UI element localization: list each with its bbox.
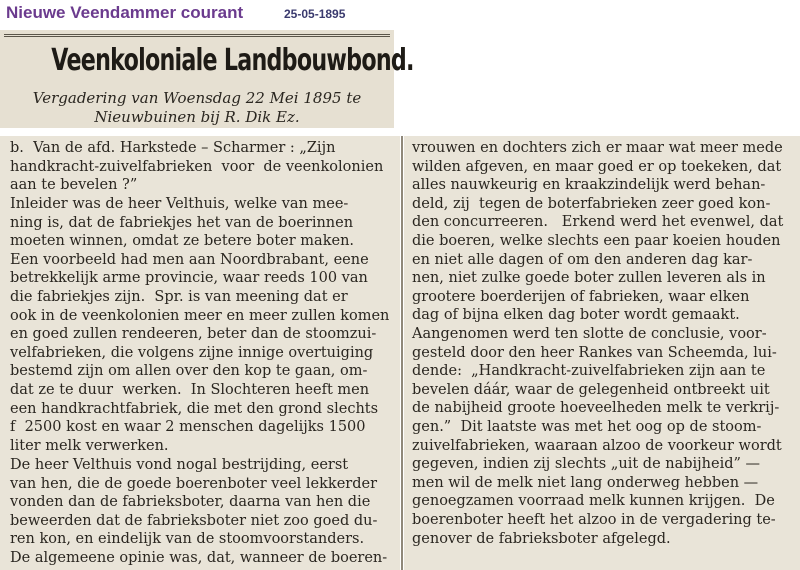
article-subtitle-line1: Vergadering van Woensdag 22 Mei 1895 te <box>32 89 362 107</box>
article-masthead: Veenkoloniale Landbouwbond. <box>51 43 414 78</box>
publication-date: 25-05-1895 <box>284 7 346 21</box>
right-paragraph-1: vrouwen en dochters zich er maar wat meer mede wilden afgeven, en maar goed er op toekeken, dat alles nauwkeurig en kraakzindelijk werd behan- deld, zij tegen de boterfabrieken zeer goed kon- den concurreeren. Erkend werd het evenwel, dat die boeren, welke slechts een paar koeien houden en niet alle dagen of om den anderen dag kar- nen, niet zulke goede boter zullen leveren als in grootere boerderijen of fabrieken, waar elken dag of bijna elken dag boter wordt gemaakt. <box>412 140 784 324</box>
article-title-clipping <box>0 30 414 128</box>
article-column-right <box>404 136 800 570</box>
newspaper-name: Nieuwe Veendammer courant <box>6 3 244 22</box>
column-divider <box>401 136 403 570</box>
article-subtitle-line2: Nieuwbuinen bij R. Dik Ez. <box>94 108 300 126</box>
right-paragraph-2: Aangenomen werd ten slotte de conclusie, voor- gesteld door den heer Rankes van Scheemda, lui- dende: „Handkracht-zuivelfabrieken zijn aan te bevelen dáár, waar de gelegenheid ontbreekt uit de nabijheid groote hoeveelheden melk te verkrij- gen.” Dit laatste was met het oog op de stoom- zuivelfabrieken, waaraan alzoo de voorkeur wordt gegeven, indien zij slechts „uit de nabijheid” — men wil de melk niet lang onderweg hebben — genoegzamen voorraad melk kunnen krijgen. De boerenboter heeft het alzoo in de vergadering te- genover de fabrieksboter afgelegd. <box>412 326 782 547</box>
article-column-left <box>0 136 400 570</box>
left-paragraph-3: De heer Velthuis vond nogal bestrijding, eerst van hen, die de goede boerenboter veel lekkerder vonden dan de fabrieksboter, daarna van hen die beweerden dat de fabrieksboter niet zoo goed du- ren kon, en eindelijk van de stoomvoorstanders. De algemeene opinie was, dat, wanneer de boeren- <box>10 457 388 566</box>
left-paragraph-1: b. Van de afd. Harkstede – Scharmer : „Zijn handkracht-zuivelfabrieken voor de veenkolonien aan te bevelen ?” <box>10 140 384 194</box>
double-rule <box>4 34 390 37</box>
left-paragraph-2: Inleider was de heer Velthuis, welke van mee- ning is, dat de fabriekjes het van de boerinnen moeten winnen, omdat ze betere boter maken. Een voorbeeld had men aan Noordbrabant, eene betrekkelijk arme provincie, waar reeds 100 van die fabriekjes zijn. Spr. is van meening dat er ook in de veenkolonien meer en meer zullen komen en goed zullen rendeeren, beter dan de stoomzui- velfabrieken, die volgens zijne innige overtuiging bestemd zijn om allen over den kop te gaan, om- dat ze te duur werken. In Slochteren heeft men een handkrachtfabriek, die met den grond slechts f 2500 kost en waar 2 menschen dagelijks 1500 liter melk verwerken. <box>10 196 390 454</box>
clipping-header <box>0 0 800 30</box>
